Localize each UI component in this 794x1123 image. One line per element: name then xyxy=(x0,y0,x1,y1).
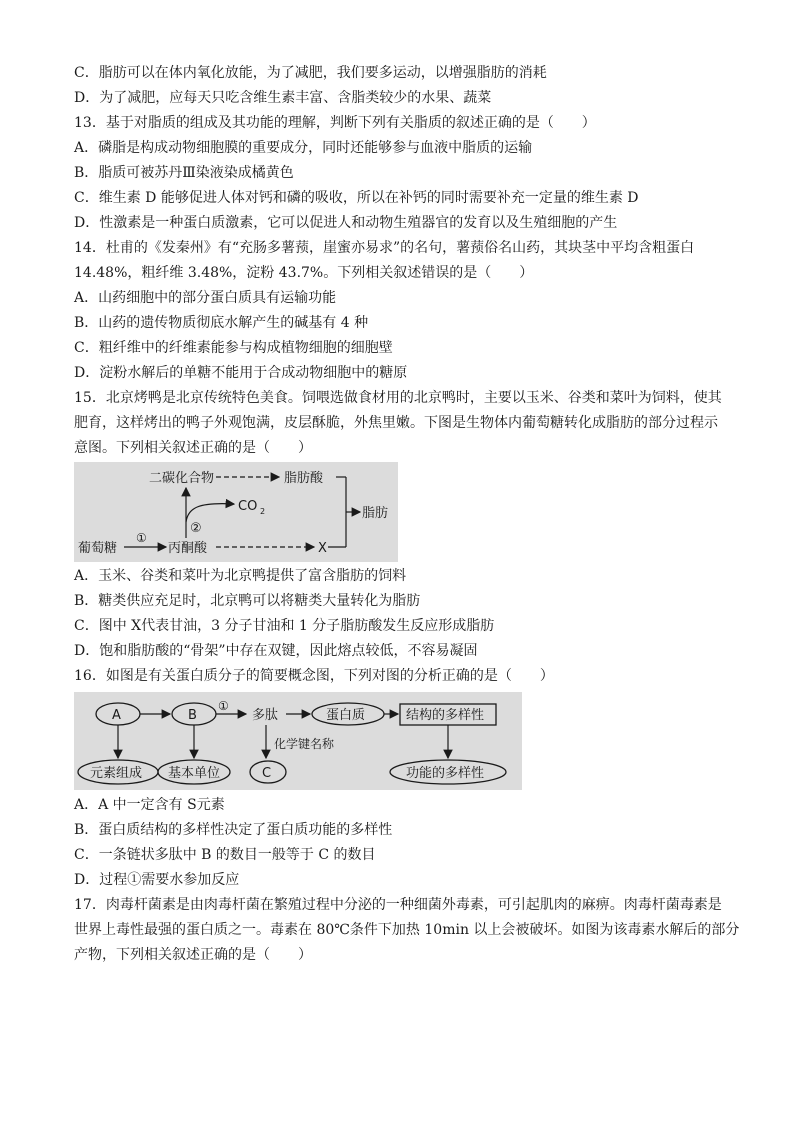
bond-name-label: 化学键名称 xyxy=(274,737,335,751)
question-13-option-c: C．维生素 D 能够促进人体对钙和磷的吸收，所以在补钙的同时需要补充一定量的维生素 D xyxy=(74,190,639,206)
function-diversity-label: 功能的多样性 xyxy=(406,766,485,781)
question-17-stem-cont: 世界上毒性最强的蛋白质之一。毒素在 80℃条件下加热 10min 以上会被破坏。如图为该毒素水解后的部分 xyxy=(74,922,740,938)
question-13-option-d: D．性激素是一种蛋白质激素，它可以促进人和动物生殖器官的发育以及生殖细胞的产生 xyxy=(74,215,618,231)
question-17-stem-cont: 产物，下列相关叙述正确的是（ ） xyxy=(74,947,312,963)
elements-label: 元素组成 xyxy=(90,766,143,781)
question-17-stem: 17．肉毒杆菌素是由肉毒杆菌在繁殖过程中分泌的一种细菌外毒素，可引起肌肉的麻痹。肉毒杆菌毒素是 xyxy=(74,897,722,913)
step-1-label: ① xyxy=(218,699,229,713)
pyruvate-label: 丙酮酸 xyxy=(168,541,208,556)
protein-label: 蛋白质 xyxy=(326,708,366,723)
question-14-option-a: A．山药细胞中的部分蛋白质具有运输功能 xyxy=(74,290,337,306)
question-16-option-a: A．A 中一定含有 S元素 xyxy=(74,797,225,813)
peptide-label: 多肽 xyxy=(252,708,279,723)
question-14-stem-cont: 14.48%，粗纤维 3.48%，淀粉 43.7%。下列相关叙述错误的是（ ） xyxy=(74,265,534,281)
question-15-stem-cont: 肥育，这样烤出的鸭子外观饱满，皮层酥脆，外焦里嫩。下图是生物体内葡萄糖转化成脂肪的部分过程示 xyxy=(74,415,718,431)
question-16-option-b: B．蛋白质结构的多样性决定了蛋白质功能的多样性 xyxy=(74,822,393,838)
carbon-compound-label: 二碳化合物 xyxy=(149,471,215,486)
question-16-option-c: C．一条链状多肽中 B 的数目一般等于 C 的数目 xyxy=(74,847,376,863)
step-1-label: ① xyxy=(136,531,147,545)
node-b-label: B xyxy=(188,708,197,723)
glucose-label: 葡萄糖 xyxy=(78,541,118,556)
co2-label: CO xyxy=(238,499,258,514)
question-15-option-b: B．糖类供应充足时，北京鸭可以将糖类大量转化为脂肪 xyxy=(74,593,421,609)
node-a-label: A xyxy=(112,708,121,723)
node-c-label: C xyxy=(262,766,272,781)
question-13-option-a: A．磷脂是构成动物细胞膜的重要成分，同时还能够参与血液中脂质的运输 xyxy=(74,140,533,156)
question-15-option-d: D．饱和脂肪酸的“骨架”中存在双键，因此熔点较低，不容易凝固 xyxy=(74,643,478,659)
arrow-to-co2 xyxy=(186,504,234,522)
text-line: C．脂肪可以在体内氧化放能，为了减肥，我们要多运动，以增强脂肪的消耗 xyxy=(74,65,547,81)
fatty-acid-label: 脂肪酸 xyxy=(284,471,324,486)
x-label: X xyxy=(318,541,327,556)
step-2-label: ② xyxy=(190,521,202,536)
question-16-stem: 16．如图是有关蛋白质分子的简要概念图，下列对图的分析正确的是（ ） xyxy=(74,668,554,684)
fat-label: 脂肪 xyxy=(362,506,389,521)
co2-subscript: 2 xyxy=(260,507,266,516)
text-line: D．为了减肥，应每天只吃含维生素丰富、含脂类较少的水果、蔬菜 xyxy=(74,90,492,106)
question-14-option-b: B．山药的遗传物质彻底水解产生的碱基有 4 种 xyxy=(74,315,369,331)
question-15-option-a: A．玉米、谷类和菜叶为北京鸭提供了富含脂肪的饲料 xyxy=(74,568,407,584)
glucose-to-fat-diagram xyxy=(74,462,398,562)
question-13-stem: 13．基于对脂质的组成及其功能的理解，判断下列有关脂质的叙述正确的是（ ） xyxy=(74,115,596,131)
protein-concept-map xyxy=(74,692,522,790)
question-15-option-c: C．图中 X代表甘油，3 分子甘油和 1 分子脂肪酸发生反应形成脂肪 xyxy=(74,618,495,634)
question-15-stem: 15．北京烤鸭是北京传统特色美食。饲喂选做食材用的北京鸭时，主要以玉米、谷类和菜叶为饲料，使其 xyxy=(74,390,722,406)
question-15-stem-cont: 意图。下列相关叙述正确的是（ ） xyxy=(74,440,312,456)
unit-label: 基本单位 xyxy=(168,766,221,781)
question-13-option-b: B．脂质可被苏丹Ⅲ染液染成橘黄色 xyxy=(74,165,294,181)
structure-diversity-label: 结构的多样性 xyxy=(406,708,485,723)
question-14-option-d: D．淀粉水解后的单糖不能用于合成动物细胞中的糖原 xyxy=(74,365,408,381)
question-14-option-c: C．粗纤维中的纤维素能参与构成植物细胞的细胞壁 xyxy=(74,340,393,356)
question-14-stem: 14．杜甫的《发秦州》有“充肠多薯蓣，崖蜜亦易求”的名句，薯蓣俗名山药，其块茎中平均含粗蛋白 xyxy=(74,240,695,256)
question-16-option-d: D．过程①需要水参加反应 xyxy=(74,872,240,888)
